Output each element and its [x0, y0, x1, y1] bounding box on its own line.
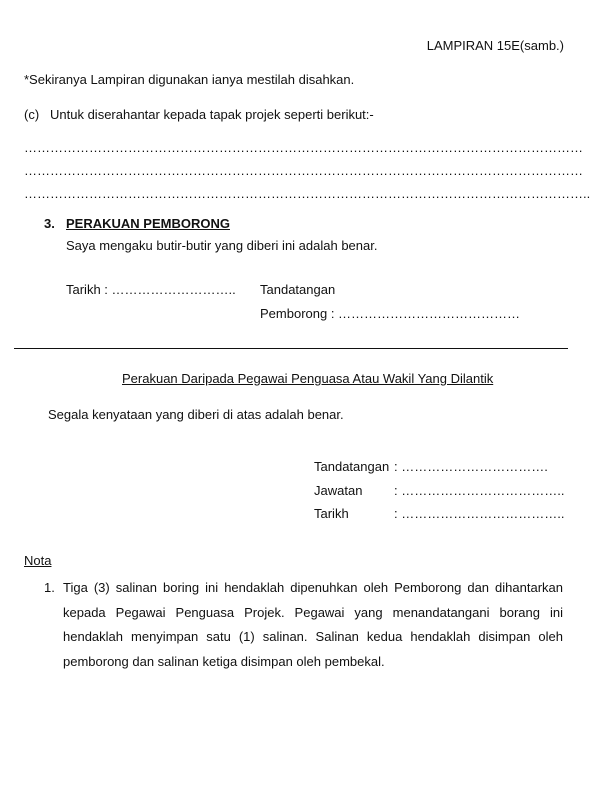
notes-heading: Nota: [24, 553, 52, 568]
officer-field-value: : ………………………………..: [394, 483, 565, 498]
signature-label: Tandatangan: [260, 282, 336, 297]
officer-field-label: Jawatan: [314, 483, 363, 498]
officer-field-value: : …………………………….: [394, 459, 548, 474]
approval-note: *Sekiranya Lampiran digunakan ianya mestilah disahkan.: [24, 72, 355, 87]
section-divider: [14, 348, 568, 349]
dotted-line: …………………………………………………………………………………………………………………: [24, 163, 583, 178]
dotted-line: …………………………………………………………………………………………………………………: [24, 140, 583, 155]
section-title: PERAKUAN PEMBORONG: [66, 216, 230, 231]
officer-section-title: Perakuan Daripada Pegawai Penguasa Atau Wakil Yang Dilantik: [122, 371, 494, 386]
note-text: Tiga (3) salinan boring ini hendaklah dipenuhkan oleh Pemborong dan dihantarkan kepada Pegawai Penguasa Projek. Pegawai yang menandatangani borang ini hendaklah menyimpan satu (1) salinan. Salinan kedua hendaklah disimpan oleh pemborong dan salinan ketiga disimpan oleh pembekal.: [63, 580, 563, 669]
section-number: 3.: [44, 216, 55, 231]
note-number: 1.: [44, 580, 55, 595]
lampiran-label: LAMPIRAN 15E(samb.): [426, 38, 564, 53]
officer-field-value: : ………………………………..: [394, 506, 565, 521]
contractor-date-field: Tarikh : ………………………..: [66, 282, 236, 297]
dotted-line: …………………………………………………………………………………………………………………..: [24, 186, 591, 201]
officer-field-label: Tarikh: [314, 506, 349, 521]
contractor-statement: Saya mengaku butir-butir yang diberi ini adalah benar.: [66, 238, 378, 253]
item-c-label: (c): [24, 107, 40, 122]
contractor-name-field: Pemborong : ……………………………………: [260, 306, 521, 321]
item-c-text: Untuk diserahantar kepada tapak projek seperti berikut:-: [50, 107, 374, 122]
officer-field-label: Tandatangan: [314, 459, 390, 474]
officer-statement: Segala kenyataan yang diberi di atas adalah benar.: [48, 407, 344, 422]
